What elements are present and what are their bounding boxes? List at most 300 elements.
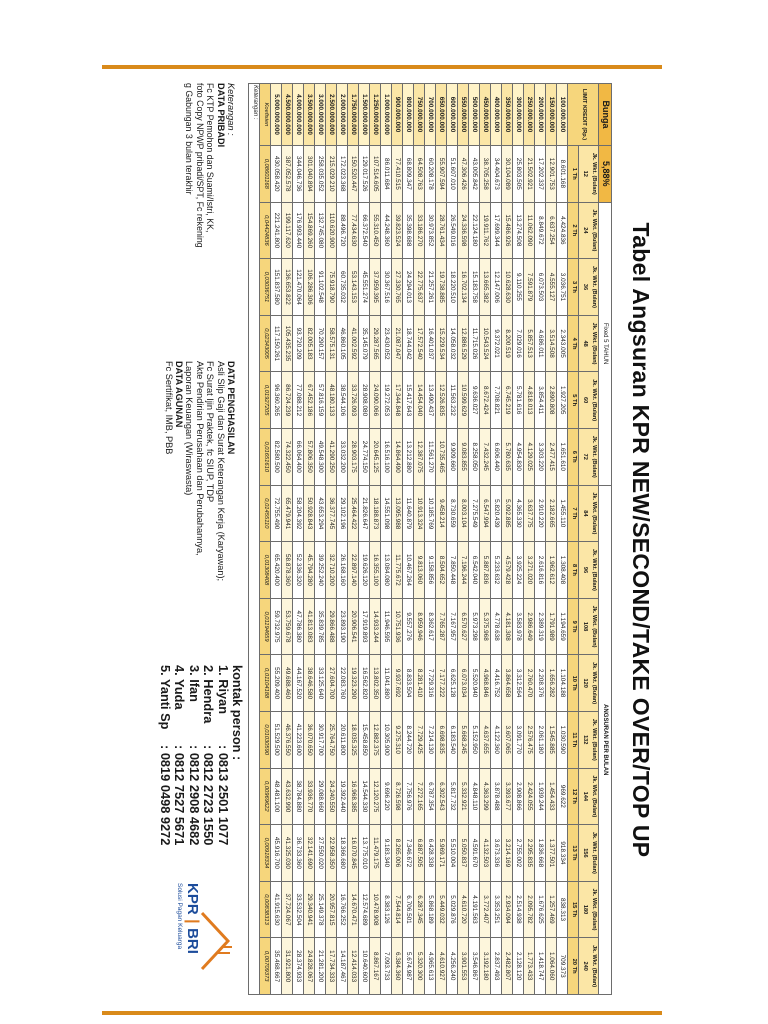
installment-cell: 3.353.251 xyxy=(491,881,502,938)
installment-cell: 11.563.232 xyxy=(447,372,458,429)
tenor-months: 144 xyxy=(581,791,588,801)
installment-cell: 8.867.167 xyxy=(370,938,381,995)
installment-cell: 18.220.510 xyxy=(447,259,458,316)
installment-cell: 41.915.630 xyxy=(271,881,282,938)
coefficient-label: Koefisien xyxy=(260,84,271,146)
installment-cell: 65.420.400 xyxy=(271,542,282,599)
tenor-label: Jk. Wkt. (Bulan) xyxy=(591,718,598,761)
installment-cell: 14.864.490 xyxy=(392,428,403,485)
tenor-label: Jk. Wkt. (Bulan) xyxy=(591,548,598,591)
installment-cell: 1.927.205 xyxy=(557,372,568,429)
installment-cell: 32.710.200 xyxy=(326,542,337,599)
installment-cell: 19.738.885 xyxy=(436,259,447,316)
installment-cell: 8.726.598 xyxy=(392,768,403,825)
table-note-row xyxy=(249,84,260,995)
installment-cell: 15.183.758 xyxy=(469,259,480,316)
installment-cell: 51.529.500 xyxy=(271,711,282,768)
installment-table-body xyxy=(249,84,612,995)
installment-cell: 14.454.040 xyxy=(414,372,425,429)
logo-kpr: KPR xyxy=(184,883,201,915)
installment-cell: 3.271.020 xyxy=(524,542,535,599)
installment-cell: 2.514.938 xyxy=(513,881,524,938)
installment-cell: 10.913.324 xyxy=(414,485,425,542)
installment-cell: 12.147.006 xyxy=(491,259,502,316)
installment-cell: 3.514.508 xyxy=(546,315,557,372)
installment-cell: 38.544.106 xyxy=(337,372,348,429)
table-row xyxy=(392,84,403,995)
installment-cell: 9.110.255 xyxy=(513,259,524,316)
installment-cell: 199.117.620 xyxy=(282,202,293,259)
installment-cell: 60.735.032 xyxy=(337,259,348,316)
installment-cell: 106.286.306 xyxy=(304,259,315,316)
installment-cell: 11.715.026 xyxy=(469,315,480,372)
installment-cell: 8.833.504 xyxy=(403,655,414,712)
installment-cell: 6.887.505 xyxy=(414,825,425,882)
installment-cell: 4.363.299 xyxy=(480,768,491,825)
installment-cell: 172.023.368 xyxy=(337,146,348,203)
installment-cell: 23.893.190 xyxy=(337,598,348,655)
tenor-header xyxy=(579,146,599,203)
limit-cell: 500.000.000 xyxy=(469,84,480,146)
tenor-months: 132 xyxy=(581,735,588,745)
installment-cell: 30.367.516 xyxy=(381,259,392,316)
table-row xyxy=(425,84,436,995)
installment-cell: 4.965.613 xyxy=(425,938,436,995)
installment-cell: 88.496.720 xyxy=(337,202,348,259)
installment-cell: 4.122.360 xyxy=(491,711,502,768)
installment-cell: 3.393.677 xyxy=(502,768,513,825)
tenor-label: Jk. Wkt. (Bulan) xyxy=(591,831,598,874)
installment-cell: 22.124.180 xyxy=(469,202,480,259)
installment-cell: 1.418.747 xyxy=(535,938,546,995)
installment-cell: 8.672.424 xyxy=(480,372,491,429)
limit-cell: 1.500.000.000 xyxy=(359,84,370,146)
installment-cell: 28.908.080 xyxy=(359,372,370,429)
installment-cell: 5.152.950 xyxy=(469,711,480,768)
installment-cell: 2.986.649 xyxy=(524,598,535,655)
installment-cell: 6.073.034 xyxy=(458,655,469,712)
installment-cell: 36.733.360 xyxy=(293,825,304,882)
installment-cell: 15.417.643 xyxy=(403,372,414,429)
contact-name: 4. Yuda xyxy=(172,665,188,710)
coefficient-cell: 0,01651610 xyxy=(260,428,271,485)
installment-cell: 5.050.837 xyxy=(458,825,469,882)
installment-cell: 9.636.027 xyxy=(469,372,480,429)
tenor-header xyxy=(579,372,599,429)
fixed-label xyxy=(599,202,612,485)
tenor-years: 3 Th xyxy=(568,259,579,316)
installment-cell: 29.287.565 xyxy=(370,315,381,372)
logo-divider: | xyxy=(184,919,201,924)
installment-cell: 19.911.762 xyxy=(480,202,491,259)
installment-cell: 969.622 xyxy=(557,768,568,825)
installment-cell: 10.599.629 xyxy=(458,372,469,429)
installment-cell: 33.032.200 xyxy=(337,428,348,485)
tenor-years: 11 Th xyxy=(568,711,579,768)
installment-cell: 5.857.513 xyxy=(524,315,535,372)
installment-cell: 6.384.360 xyxy=(392,938,403,995)
data-agunan-heading: DATA AGUNAN xyxy=(173,361,184,428)
table-row xyxy=(326,84,337,995)
installment-cell: 121.470.064 xyxy=(293,259,304,316)
installment-cell: 36.070.650 xyxy=(304,711,315,768)
installment-cell: 44.167.520 xyxy=(293,655,304,712)
table-row xyxy=(524,84,535,995)
limit-cell: 450.000.000 xyxy=(480,84,491,146)
installment-cell: 14.551.098 xyxy=(381,485,392,542)
installment-cell: 7.177.222 xyxy=(436,655,447,712)
tenor-months: 156 xyxy=(581,848,588,858)
installment-cell: 2.576.475 xyxy=(524,711,535,768)
installment-cell: 77.088.212 xyxy=(293,372,304,429)
installment-cell: 1.791.989 xyxy=(546,598,557,655)
installment-cell: 2.424.055 xyxy=(524,768,535,825)
installment-cell: 7.167.957 xyxy=(447,598,458,655)
tenor-label: Jk. Wkt. (Bulan) xyxy=(591,266,598,308)
installment-cell: 49.688.460 xyxy=(282,655,293,712)
installment-cell: 9.696.220 xyxy=(381,768,392,825)
limit-cell: 900.000.000 xyxy=(392,84,403,146)
installment-cell: 32.141.690 xyxy=(304,825,315,882)
coefficient-cell: 0,00709373 xyxy=(260,938,271,995)
table-row xyxy=(315,84,326,995)
installment-cell: 5.375.968 xyxy=(480,598,491,655)
installment-cell: 6.547.994 xyxy=(480,485,491,542)
installment-cell: 4.555.127 xyxy=(546,259,557,316)
installment-cell: 7.729.316 xyxy=(425,655,436,712)
installment-cell: 5.320.300 xyxy=(414,938,425,995)
installment-cell: 77.410.515 xyxy=(392,146,403,203)
installment-cell: 154.869.260 xyxy=(304,202,315,259)
installment-cell: 50.928.843 xyxy=(304,485,315,542)
installment-cell: 5.449.032 xyxy=(436,881,447,938)
installment-cell: 7.272.165 xyxy=(414,768,425,825)
installment-cell: 16.702.134 xyxy=(458,259,469,316)
fixed-label-text: Fixed 5 TAHUN xyxy=(602,322,608,365)
installment-cell: 6.606.440 xyxy=(491,428,502,485)
installment-cell: 53.143.153 xyxy=(348,259,359,316)
installment-cell: 18.366.680 xyxy=(337,825,348,882)
installment-cell: 117.150.261 xyxy=(271,315,282,372)
installment-cell: 838.313 xyxy=(557,881,568,938)
installment-cell: 3.772.407 xyxy=(480,881,491,938)
kpr-bri-logo xyxy=(152,883,242,993)
installment-cell: 47.306.426 xyxy=(458,146,469,203)
installment-cell: 41.290.250 xyxy=(326,428,337,485)
installment-cell: 26.168.160 xyxy=(337,542,348,599)
installment-cell: 45.794.280 xyxy=(304,542,315,599)
installment-cell: 6.302.543 xyxy=(436,768,447,825)
contact-row xyxy=(172,665,186,865)
installment-cell: 10.467.264 xyxy=(403,542,414,599)
installment-cell: 35.468.667 xyxy=(271,938,282,995)
installment-cell: 20.611.800 xyxy=(337,711,348,768)
installment-cell: 9.937.692 xyxy=(392,655,403,712)
installment-cell: 7.756.976 xyxy=(403,768,414,825)
tenor-label: Jk. Wkt. (Bulan) xyxy=(591,152,598,195)
installment-cell: 17.202.337 xyxy=(535,146,546,203)
tenor-header xyxy=(579,881,599,938)
installment-cell: 1.257.469 xyxy=(546,881,557,938)
installment-cell: 5.868.189 xyxy=(425,881,436,938)
installment-cell: 35.145.079 xyxy=(359,315,370,372)
coefficient-cell: 0,01194659 xyxy=(260,598,271,655)
installment-cell: 2.908.866 xyxy=(513,768,524,825)
installment-cell: 9.083.855 xyxy=(458,428,469,485)
installment-cell: 24.774.150 xyxy=(359,428,370,485)
installment-cell: 24.294.013 xyxy=(403,259,414,316)
installment-cell: 8.258.050 xyxy=(469,428,480,485)
installment-cell: 3.637.775 xyxy=(524,485,535,542)
data-penghasilan-item: Asli Slip Gaji dan Surat Keterangan Kerja (Karyawan); xyxy=(215,361,226,582)
installment-cell: 7.765.287 xyxy=(436,598,447,655)
limit-cell: 100.000.000 xyxy=(557,84,568,146)
tenor-label: Jk. Wkt. (Bulan) xyxy=(591,945,598,988)
installment-cell: 6.706.501 xyxy=(403,881,414,938)
installment-cell: 17.572.540 xyxy=(414,315,425,372)
contact-row xyxy=(215,665,229,865)
installment-cell: 33.726.093 xyxy=(348,372,359,429)
tenor-months: 108 xyxy=(581,621,588,632)
installment-cell: 21.257.261 xyxy=(425,259,436,316)
coefficient-cell: 0,08601168 xyxy=(260,146,271,203)
table-row xyxy=(458,84,469,995)
installment-cell: 34.404.673 xyxy=(491,146,502,203)
limit-cell: 300.000.000 xyxy=(513,84,524,146)
installment-cell: 7.029.016 xyxy=(513,315,524,372)
contact-row xyxy=(186,665,200,865)
tenor-label: Jk. Wkt. (Bulan) xyxy=(591,775,598,818)
installment-cell: 39.823.524 xyxy=(392,202,403,259)
coefficient-cell: 0,03036751 xyxy=(260,259,271,316)
installment-cell: 13.775.010 xyxy=(359,825,370,882)
table-row xyxy=(282,84,293,995)
installment-cell: 10.628.630 xyxy=(502,259,513,316)
tenor-header xyxy=(579,655,599,712)
limit-cell: 700.000.000 xyxy=(425,84,436,146)
installment-cell: 14.933.244 xyxy=(370,598,381,655)
installment-cell: 86.011.684 xyxy=(381,146,392,203)
installment-cell: 49.548.300 xyxy=(315,428,326,485)
installment-cell: 7.729.425 xyxy=(414,711,425,768)
installment-cell: 39.252.240 xyxy=(315,542,326,599)
table-row xyxy=(337,84,348,995)
installment-cell: 4.129.025 xyxy=(524,428,535,485)
installment-cell: 107.514.605 xyxy=(370,146,381,203)
installment-cell: 9.183.340 xyxy=(381,825,392,882)
installment-cell: 5.973.298 xyxy=(469,598,480,655)
installment-cell: 58.575.131 xyxy=(326,315,337,372)
installment-table xyxy=(248,83,612,995)
installment-cell: 30.917.700 xyxy=(315,711,326,768)
installment-cell: 4.181.308 xyxy=(502,598,513,655)
installment-cell: 37.724.067 xyxy=(282,881,293,938)
limit-cell: 200.000.000 xyxy=(535,84,546,146)
installment-cell: 19.392.440 xyxy=(337,768,348,825)
tenor-header xyxy=(579,259,599,316)
installment-cell: 1.308.408 xyxy=(557,542,568,599)
installment-cell: 17.344.848 xyxy=(392,372,403,429)
limit-cell: 2.000.000.000 xyxy=(337,84,348,146)
installment-cell: 3.091.770 xyxy=(513,711,524,768)
installment-cell: 430.058.420 xyxy=(271,146,282,203)
data-penghasilan-item: Akte Pendirian Perusahaan dan Perubahannya, xyxy=(194,361,205,556)
installment-cell: 7.093.733 xyxy=(381,938,392,995)
installment-cell: 57.806.350 xyxy=(304,428,315,485)
installment-cell: 12.120.275 xyxy=(370,768,381,825)
installment-cell: 43.005.842 xyxy=(469,146,480,203)
installment-cell: 29.340.941 xyxy=(304,881,315,938)
installment-cell: 13.084.080 xyxy=(381,542,392,599)
tenor-header xyxy=(579,598,599,655)
installment-cell: 3.864.658 xyxy=(502,655,513,712)
installment-cell: 16.766.252 xyxy=(337,881,348,938)
installment-cell: 2.910.220 xyxy=(535,485,546,542)
installment-cell: 86.724.239 xyxy=(282,372,293,429)
installment-cell: 14.187.467 xyxy=(337,938,348,995)
data-pribadi-item: g Gabungan 3 bulan terakhir xyxy=(184,83,195,195)
data-penghasilan-item: Laporan Keuangan (Wiraswasta) xyxy=(184,361,195,496)
installment-cell: 1.651.610 xyxy=(557,428,568,485)
installment-cell: 41.813.083 xyxy=(304,598,315,655)
limit-cell: 3.500.000.000 xyxy=(304,84,315,146)
installment-cell: 3.583.978 xyxy=(513,598,524,655)
installment-cell: 21.087.047 xyxy=(392,315,403,372)
installment-cell: 1.030.590 xyxy=(557,711,568,768)
penghasilan-block xyxy=(163,361,236,661)
tenor-years: 20 Th xyxy=(568,938,579,995)
installment-cell: 11.946.595 xyxy=(381,598,392,655)
installment-cell: 7.591.879 xyxy=(524,259,535,316)
tenor-header xyxy=(579,315,599,372)
tenor-months: 72 xyxy=(581,453,588,460)
contact-row xyxy=(201,665,215,865)
installment-cell: 17.699.344 xyxy=(491,202,502,259)
contact-row xyxy=(158,665,172,865)
tenor-years: 1 Th xyxy=(568,146,579,203)
coefficient-cell: 0,01927205 xyxy=(260,372,271,429)
installment-cell: 1.104.188 xyxy=(557,655,568,712)
installment-cell: 22.958.350 xyxy=(326,825,337,882)
installment-cell: 9.557.276 xyxy=(403,598,414,655)
tenor-header xyxy=(579,428,599,485)
table-row xyxy=(304,84,315,995)
table-row xyxy=(414,84,425,995)
installment-cell: 21.502.921 xyxy=(524,146,535,203)
installment-cell: 2.389.319 xyxy=(535,598,546,655)
tenor-header xyxy=(579,938,599,995)
tenor-months: 180 xyxy=(581,904,588,915)
installment-cell: 11.640.879 xyxy=(403,485,414,542)
installment-cell: 18.035.325 xyxy=(348,711,359,768)
installment-cell: 13.490.437 xyxy=(425,372,436,429)
contact-phone: : 0819 0498 9272 xyxy=(157,745,173,846)
installment-cell: 176.993.440 xyxy=(293,202,304,259)
installment-cell: 4.256.240 xyxy=(447,938,458,995)
installment-cell: 8.504.652 xyxy=(436,542,447,599)
installment-cell: 9.813.060 xyxy=(414,542,425,599)
installment-cell: 10.735.465 xyxy=(436,428,447,485)
installment-cell: 9.372.021 xyxy=(491,315,502,372)
installment-cell: 82.580.500 xyxy=(271,428,282,485)
installment-cell: 38.705.258 xyxy=(480,146,491,203)
installment-cell: 12.882.375 xyxy=(370,711,381,768)
installment-cell: 5.887.836 xyxy=(480,542,491,599)
installment-cell: 11.041.880 xyxy=(381,655,392,712)
installment-cell: 22.083.760 xyxy=(337,655,348,712)
bunga-value: 5,88% xyxy=(599,146,612,203)
sheet-border-right xyxy=(102,1011,662,1015)
installment-cell: 6.073.503 xyxy=(535,259,546,316)
installment-cell: 7.850.448 xyxy=(447,542,458,599)
installment-cell: 5.332.921 xyxy=(458,768,469,825)
tenor-years: 6 Th xyxy=(568,428,579,485)
tenor-years: 12 Th xyxy=(568,768,579,825)
installment-cell: 3.214.169 xyxy=(502,825,513,882)
tenor-years: 2 Th xyxy=(568,202,579,259)
tenor-months: 36 xyxy=(581,283,588,291)
installment-cell: 4.424.836 xyxy=(557,202,568,259)
installment-cell: 4.416.752 xyxy=(491,655,502,712)
logo-bri: BRI xyxy=(184,928,201,954)
keterangan-label: Keterangan : xyxy=(226,83,236,136)
tenor-years: 15 Th xyxy=(568,881,579,938)
installment-cell: 1.454.433 xyxy=(546,768,557,825)
installment-cell: 1.064.060 xyxy=(546,938,557,995)
installment-cell: 2.061.180 xyxy=(535,711,546,768)
installment-cell: 4.591.670 xyxy=(469,825,480,882)
installment-cell: 13.665.382 xyxy=(480,259,491,316)
installment-cell: 16.070.845 xyxy=(348,825,359,882)
installment-cell: 59.732.975 xyxy=(271,598,282,655)
installment-cell: 4.848.110 xyxy=(469,768,480,825)
installment-cell: 13.802.350 xyxy=(370,655,381,712)
limit-cell: 1.250.000.000 xyxy=(370,84,381,146)
installment-cell: 4.637.655 xyxy=(480,711,491,768)
installment-cell: 6.287.345 xyxy=(414,881,425,938)
contact-name: 1. Riyan xyxy=(215,665,231,715)
installment-cell: 3.303.220 xyxy=(535,428,546,485)
installment-cell: 24.336.598 xyxy=(458,202,469,259)
installment-cell: 9.458.214 xyxy=(436,485,447,542)
installment-cell: 23.430.052 xyxy=(381,315,392,372)
installment-cell: 8.003.104 xyxy=(458,485,469,542)
installment-cell: 10.751.936 xyxy=(392,598,403,655)
data-penghasilan-item: Fc Surat Ijin Praktek, fc SIUP, TDP xyxy=(205,361,216,503)
column-header-row xyxy=(579,84,599,995)
tenor-years: 13 Th xyxy=(568,825,579,882)
installment-cell: 3.901.553 xyxy=(458,938,469,995)
installment-cell: 2.837.493 xyxy=(491,938,502,995)
installment-cell: 8.959.946 xyxy=(414,598,425,655)
installment-cell: 1.455.110 xyxy=(557,485,568,542)
installment-cell: 8.362.617 xyxy=(425,598,436,655)
installment-cell: 12.414.033 xyxy=(348,938,359,995)
coefficient-cell: 0,00838313 xyxy=(260,881,271,938)
contact-phone: : 0813 2501 1077 xyxy=(215,745,231,846)
installment-cell: 110.620.900 xyxy=(326,202,337,259)
limit-cell: 2.500.000.000 xyxy=(326,84,337,146)
installment-cell: 9.158.856 xyxy=(425,542,436,599)
installment-cell: 33.936.770 xyxy=(304,768,315,825)
installment-cell: 1.939.244 xyxy=(535,768,546,825)
installment-cell: 9.275.310 xyxy=(392,711,403,768)
installment-cell: 2.477.415 xyxy=(546,428,557,485)
installment-cell: 17.734.333 xyxy=(326,938,337,995)
installment-cell: 29.866.488 xyxy=(326,598,337,655)
installment-cell: 75.918.790 xyxy=(326,259,337,316)
installment-cell: 2.755.002 xyxy=(513,825,524,882)
